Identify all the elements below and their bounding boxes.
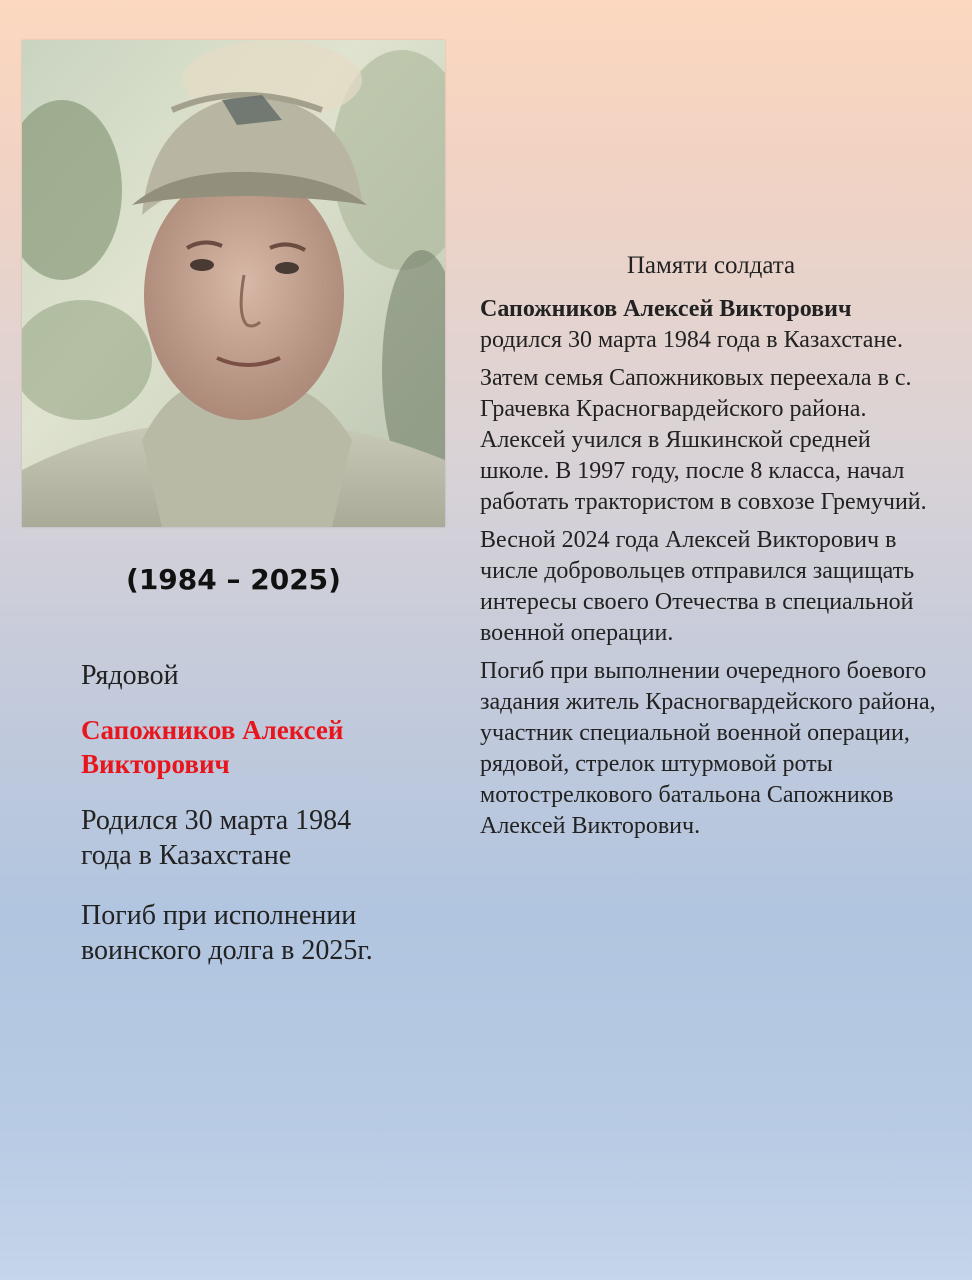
rank-label: Рядовой	[81, 660, 179, 691]
biography-paragraph-2: Затем семья Сапожниковых переехала в с. Грачевка Красногвардейского района. Алексей учился в Яшкинской средней школе. В 1997 году, после 8 класса, начал работать трактористом в совхозе Гремучий.	[480, 365, 927, 515]
biography-paragraph-3: Весной 2024 года Алексей Викторович в числе добровольцев отправился защищать интересы своего Отечества в специальной военной операции.	[480, 527, 915, 646]
biography-paragraph-1	[480, 294, 942, 356]
biography-heading: Памяти солдата	[626, 252, 796, 279]
summary-column	[81, 658, 391, 993]
biography-name: Сапожников Алексей Викторович	[480, 296, 852, 322]
soldier-portrait	[22, 40, 445, 527]
soldier-name: Сапожников Алексей Викторович	[81, 715, 344, 779]
biography-paragraph-4: Погиб при выполнении очередного боевого задания житель Красногвардейского района, участник специальной военной операции, рядовой, стрелок штурмовой роты мотострелкового батальона Сапожников Алексей Викторович.	[480, 658, 936, 839]
life-years: (1984 – 2025)	[126, 563, 341, 596]
biography-birth: родился 30 марта 1984 года в Казахстане.	[480, 327, 903, 353]
birth-info: Родился 30 марта 1984 года в Казахстане	[81, 805, 352, 871]
biography-column	[480, 250, 942, 849]
portrait-image	[22, 40, 445, 527]
death-info: Погиб при исполнении воинского долга в 2025г.	[81, 900, 373, 966]
